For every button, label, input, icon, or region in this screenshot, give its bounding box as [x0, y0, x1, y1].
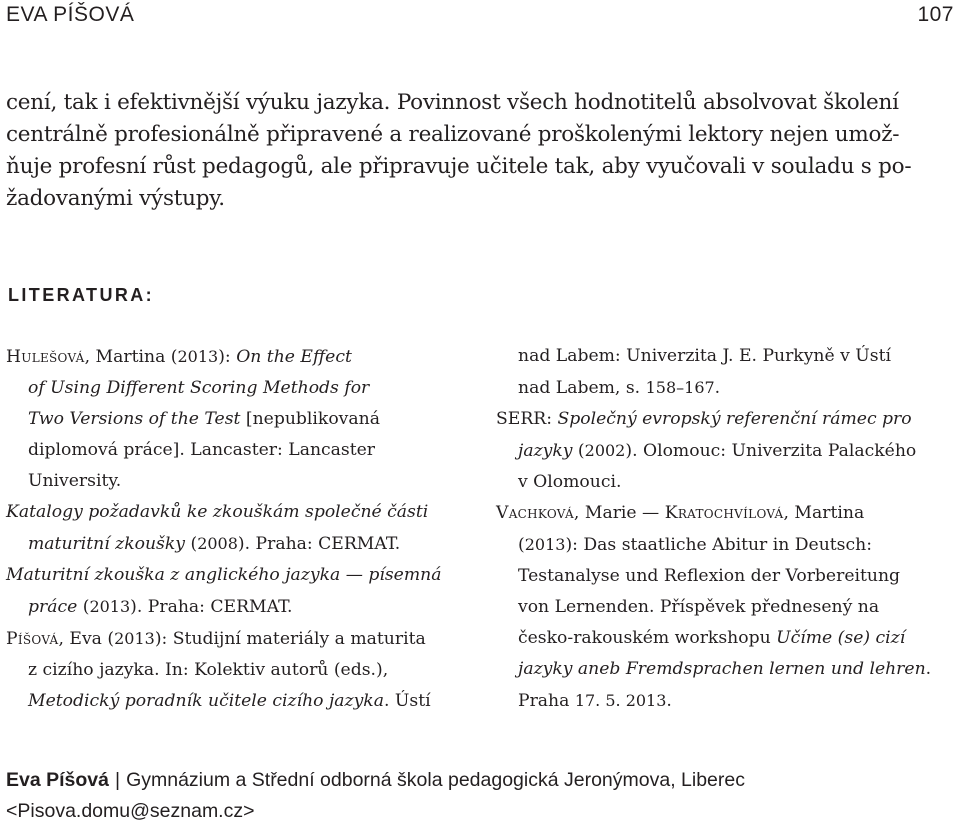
ref-title: Maturitní zkouška z anglického jazyka — písemná [6, 565, 442, 585]
page-number: 107 [917, 3, 954, 26]
ref-title: maturitní zkoušky [28, 534, 186, 554]
ref-title: jazyky [518, 441, 573, 461]
reference-pisova: Píšová, Eva (2013): Studijní materiály a maturita z cizího jazyka. In: Kolektiv autorů (eds.), Metodický poradník učitele cizího jazyka. Ústí [6, 629, 431, 711]
reference-serr: SERR: Společný evropský referenční rámec pro jazyky (2002). Olomouc: Univerzita Palackého v Olomouci. [496, 409, 917, 492]
reference-hulesova: Hulešová, Martina (2013): On the Effect of Using Different Scoring Methods for Two Versions of the Test [nepublikovaná diplomová práce]. Lancaster: Lancaster University. [6, 341, 464, 497]
literature-heading: LITERATURA: [8, 285, 155, 305]
ref-year: 2013 [114, 629, 155, 648]
ref-title: Učíme (se) cizí [776, 628, 906, 648]
reference-maturitni: Maturitní zkouška z anglického jazyka — písemná práce (2013). Praha: CERMAT. [6, 560, 464, 623]
ref-title: Two Versions of the Test [28, 409, 241, 429]
author-name: Eva Píšová [6, 769, 109, 791]
body-line: centrálně profesionálně připravené a realizované proškolenými lektory nejen umož- [6, 122, 900, 147]
body-line: ňuje profesní růst pedagogů, ale připravuje učitele tak, aby vyučovali v souladu s po- [6, 154, 912, 179]
ref-title: Společný evropský referenční rámec pro [557, 409, 912, 429]
author-note [6, 765, 956, 827]
references-right-column [496, 341, 956, 717]
author-affiliation: Gymnázium a Střední odborná škola pedagogická Jeronýmova, Liberec [126, 769, 745, 791]
ref-year: 2013 [524, 535, 566, 554]
ref-title: On the Effect [236, 347, 352, 367]
ref-year: 2013 [177, 347, 219, 366]
ref-title: Katalogy požadavků ke zkouškám společné části [6, 502, 429, 522]
running-head-author: EVA PÍŠOVÁ [6, 3, 135, 26]
ref-surname: Kratochvílová [664, 503, 784, 523]
body-line: cení, tak i efektivnější výuku jazyka. Povinnost všech hodnotitelů absolvovat školení [6, 90, 899, 115]
author-email: <Pisova.domu@seznam.cz> [6, 800, 255, 822]
ref-title: práce [28, 597, 78, 617]
running-head [6, 3, 954, 31]
body-line: žadovanými výstupy. [6, 186, 225, 211]
ref-year: 2002 [584, 441, 626, 460]
reference-katalogy: Katalogy požadavků ke zkouškám společné části maturitní zkoušky (2008). Praha: CERMAT. [6, 497, 464, 560]
ref-surname: Vachková [496, 503, 574, 523]
references-left-column [6, 341, 464, 717]
body-paragraph [6, 87, 956, 215]
ref-surname: Hulešová [6, 347, 85, 367]
ref-title: of Using Different Scoring Methods for [28, 378, 370, 398]
ref-title: jazyky aneb Fremdsprachen lernen und lehren [518, 659, 926, 679]
ref-pages: 158–167 [645, 378, 715, 397]
ref-date: 17. 5. 2013 [574, 691, 667, 710]
ref-year: 2008 [197, 534, 238, 553]
reference-pisova-continued: nad Labem: Univerzita J. E. Purkyně v Ústí nad Labem, s. 158–167. [518, 346, 892, 398]
reference-vachkova: Vachková, Marie — Kratochvílová, Martina (2013): Das staatliche Abitur in Deutsch: Testanalyse und Reflexion der Vorbereitung von Lernenden. Příspěvek přednesený na česko-rakouském workshopu Učíme (se) cizí jazyky aneb Fremdsprachen lernen und lehren. Praha 17. 5. 2013. [496, 503, 932, 711]
ref-surname: Píšová [6, 629, 59, 649]
ref-year: 2013 [89, 597, 131, 616]
separator: | [114, 769, 121, 791]
ref-title: Metodický poradník učitele cizího jazyka [28, 691, 384, 711]
